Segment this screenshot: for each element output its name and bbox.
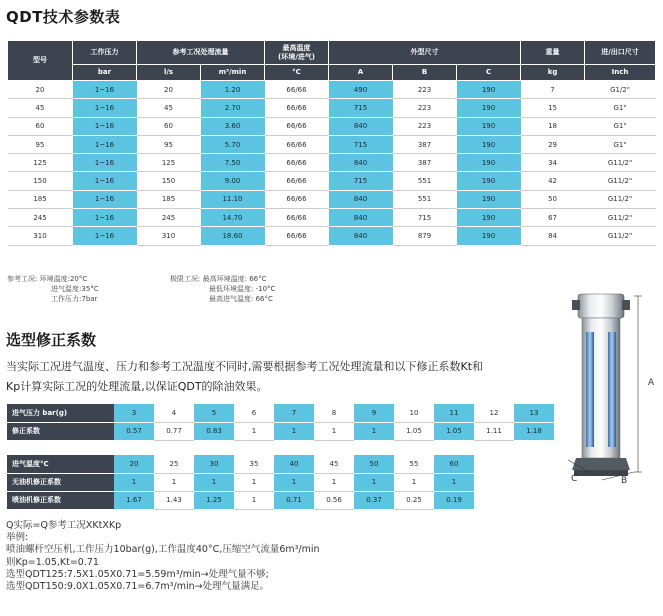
table-cell: 13 [514, 404, 554, 422]
table-cell: 125 [8, 154, 73, 172]
table-cell: 66/66 [265, 172, 329, 190]
dimension-lines [556, 292, 656, 492]
row-label: 喷油机修正系数 [7, 491, 114, 509]
limit-2-v: 66°C [255, 295, 273, 303]
table-cell: 9.00 [201, 172, 265, 190]
formula-line: Q实际=Q参考工况XKtXKp [6, 520, 122, 531]
table-cell: 5 [194, 404, 234, 422]
table-cell: 34 [521, 154, 585, 172]
table-cell: 245 [8, 209, 73, 227]
para-line-1: 当实际工况进气温度、压力和参考工况温度不同时,需要根据参考工况处理流量和以下修正系数Kt和 [6, 360, 484, 373]
header-temp-line2: (环境/进气) [278, 52, 315, 61]
table-cell: 0.19 [434, 491, 474, 509]
table-cell: 18 [521, 117, 585, 135]
table-row [8, 227, 656, 245]
table-cell: 1 [354, 422, 394, 440]
table-cell: 60 [434, 455, 474, 473]
header-flow: 参考工况处理流量 [137, 41, 265, 65]
table-cell: 840 [329, 209, 393, 227]
header-port: 进/出口尺寸 [585, 41, 656, 65]
table-cell: 190 [457, 81, 521, 99]
limit-2-k: 最高进气温度: [209, 295, 254, 303]
table-cell: 84 [521, 227, 585, 245]
table-cell: 30 [194, 455, 234, 473]
table-cell: 1 [394, 473, 434, 491]
table-cell: 8 [314, 404, 354, 422]
section2-paragraph [6, 357, 483, 397]
subheader-5: B [393, 65, 457, 81]
table-cell: 190 [457, 209, 521, 227]
table-row [8, 190, 656, 208]
table-cell: 1~16 [73, 209, 137, 227]
table-cell: 715 [329, 135, 393, 153]
table-row [8, 135, 656, 153]
table-cell: G1/2" [585, 81, 656, 99]
table-row [8, 172, 656, 190]
table-cell: 29 [521, 135, 585, 153]
header-dims: 外型尺寸 [329, 41, 521, 65]
ref-label: 参考工况: [7, 275, 38, 283]
table-cell: G11/2" [585, 190, 656, 208]
table-cell: 0.77 [154, 422, 194, 440]
table-cell: G1" [585, 117, 656, 135]
spec-title: QDT技术参数表 [6, 8, 121, 26]
header-pressure: 工作压力 [73, 41, 137, 65]
table-cell: 4 [154, 404, 194, 422]
table-cell: 0.71 [274, 491, 314, 509]
table-cell: 840 [329, 227, 393, 245]
table-cell: 66/66 [265, 190, 329, 208]
table-cell: 7 [521, 81, 585, 99]
table-cell: 551 [393, 172, 457, 190]
row-label: 进气温度°C [7, 455, 114, 473]
limit-conditions [170, 274, 275, 304]
table-row [8, 99, 656, 117]
table-cell: 1.20 [201, 81, 265, 99]
temperature-correction-table [7, 455, 474, 510]
formula-line: 选型QDT150:9.0X1.05X0.71=6.7m³/min→处理气量满足。 [6, 581, 270, 593]
table-cell: G11/2" [585, 154, 656, 172]
formula-line: 举例: [6, 532, 29, 544]
table-cell: 45 [137, 99, 201, 117]
table-cell: 50 [521, 190, 585, 208]
table-row [7, 455, 474, 473]
formula-line: 喷油螺杆空压机,工作压力10bar(g),工作温度40°C,压缩空气流量6m³/min [6, 544, 320, 556]
table-cell: 20 [114, 455, 154, 473]
subheader-6: C [457, 65, 521, 81]
header-temp-line1: 最高温度 [282, 44, 311, 53]
table-cell: 60 [137, 117, 201, 135]
table-cell: 60 [8, 117, 73, 135]
table-cell: 25 [154, 455, 194, 473]
table-cell: 1 [234, 473, 274, 491]
table-cell: 95 [137, 135, 201, 153]
table-cell: 35 [234, 455, 274, 473]
table-cell: 1.11 [474, 422, 514, 440]
table-cell: 1.05 [434, 422, 474, 440]
table-cell: 40 [274, 455, 314, 473]
spec-table [7, 40, 656, 246]
table-cell: 95 [8, 135, 73, 153]
table-cell: 1 [154, 473, 194, 491]
header-model: 型号 [8, 41, 73, 81]
table-cell: 11 [434, 404, 474, 422]
ref-conditions [7, 274, 99, 304]
table-cell: 1 [234, 491, 274, 509]
table-cell: 45 [314, 455, 354, 473]
table-cell: 20 [8, 81, 73, 99]
table-cell: 1 [234, 422, 274, 440]
table-row [8, 154, 656, 172]
table-cell: 11.10 [201, 190, 265, 208]
table-cell: 190 [457, 117, 521, 135]
table-cell: 1.18 [514, 422, 554, 440]
table-cell: 66/66 [265, 209, 329, 227]
table-cell: 1 [274, 473, 314, 491]
table-cell: 10 [394, 404, 434, 422]
table-cell: G1" [585, 135, 656, 153]
table-cell: 0.37 [354, 491, 394, 509]
table-cell: 223 [393, 117, 457, 135]
table-row [7, 491, 474, 509]
table-cell: 5.70 [201, 135, 265, 153]
table-cell: G1" [585, 99, 656, 117]
table-cell: 3.60 [201, 117, 265, 135]
dimension-a-label: A [648, 378, 655, 388]
table-cell: 1~16 [73, 190, 137, 208]
table-cell: 1.05 [394, 422, 434, 440]
formula-line: 选型QDT125:7.5X1.05X0.71=5.59m³/min→处理气量不够; [6, 568, 269, 580]
limit-0-v: 66°C [249, 275, 267, 283]
table-cell: 150 [8, 172, 73, 190]
table-cell: 0.83 [194, 422, 234, 440]
table-cell: 185 [137, 190, 201, 208]
ref-1-v: 35°C [81, 285, 99, 293]
table-cell: 42 [521, 172, 585, 190]
subheader-3: °C [265, 65, 329, 81]
table-cell: 1.25 [194, 491, 234, 509]
table-cell: 18.60 [201, 227, 265, 245]
table-cell: 1~16 [73, 99, 137, 117]
table-cell: 1~16 [73, 135, 137, 153]
subheader-4: A [329, 65, 393, 81]
table-cell: G11/2" [585, 227, 656, 245]
table-cell: 1~16 [73, 172, 137, 190]
table-cell: 245 [137, 209, 201, 227]
table-row [7, 422, 554, 440]
table-row [7, 473, 474, 491]
ref-0-k: 环境温度: [39, 275, 70, 283]
table-cell: 490 [329, 81, 393, 99]
table-cell: 1 [314, 422, 354, 440]
table-cell: 387 [393, 135, 457, 153]
table-cell: 6 [234, 404, 274, 422]
subheader-7: kg [521, 65, 585, 81]
table-cell: 1.67 [114, 491, 154, 509]
table-cell: 2.70 [201, 99, 265, 117]
header-temp [265, 41, 329, 65]
table-cell: 15 [521, 99, 585, 117]
ref-2-k: 工作压力: [51, 295, 82, 303]
row-label: 修正系数 [7, 422, 114, 440]
table-cell: 1 [354, 473, 394, 491]
table-cell: G11/2" [585, 172, 656, 190]
table-cell: 840 [329, 190, 393, 208]
table-cell: 66/66 [265, 99, 329, 117]
dimension-b-label: B [621, 476, 628, 486]
table-cell: 125 [137, 154, 201, 172]
limit-0-k: 最高环境温度: [202, 275, 247, 283]
table-cell: 45 [8, 99, 73, 117]
table-cell: 1~16 [73, 81, 137, 99]
table-cell: 12 [474, 404, 514, 422]
table-cell: 55 [394, 455, 434, 473]
table-row [7, 404, 554, 422]
table-cell: 66/66 [265, 81, 329, 99]
table-cell: 1.43 [154, 491, 194, 509]
formula-line: 则Kp=1.05,Kt=0.71 [6, 556, 99, 568]
table-cell: 840 [329, 117, 393, 135]
table-cell: 387 [393, 154, 457, 172]
table-cell: G11/2" [585, 209, 656, 227]
table-row [8, 81, 656, 99]
ref-2-v: 7bar [81, 295, 98, 303]
table-cell: 66/66 [265, 227, 329, 245]
ref-1-k: 进气温度: [51, 285, 82, 293]
table-cell: 190 [457, 227, 521, 245]
table-cell: 223 [393, 99, 457, 117]
limit-label: 极限工况: [170, 275, 201, 283]
table-cell: 1 [274, 422, 314, 440]
limit-1-k: 最低环境温度: [209, 285, 254, 293]
row-label: 无油机修正系数 [7, 473, 114, 491]
row-label: 进气压力 bar(g) [7, 404, 114, 422]
table-cell: 20 [137, 81, 201, 99]
table-cell: 1 [314, 473, 354, 491]
dimension-c-label: C [571, 474, 578, 484]
table-cell: 1~16 [73, 227, 137, 245]
table-cell: 0.56 [314, 491, 354, 509]
table-cell: 9 [354, 404, 394, 422]
table-cell: 190 [457, 172, 521, 190]
table-cell: 66/66 [265, 154, 329, 172]
pressure-correction-table [7, 404, 554, 441]
table-cell: 66/66 [265, 117, 329, 135]
table-cell: 715 [393, 209, 457, 227]
section2-title: 选型修正系数 [6, 331, 97, 349]
table-cell: 190 [457, 154, 521, 172]
para-line-2: Kp计算实际工况的处理流量,以保证QDT的除油效果。 [6, 380, 268, 393]
table-cell: 1 [114, 473, 154, 491]
table-cell: 310 [8, 227, 73, 245]
table-cell: 1 [194, 473, 234, 491]
table-cell: 840 [329, 154, 393, 172]
ref-0-v: 20°C [69, 275, 88, 283]
table-cell: 715 [329, 172, 393, 190]
formula-block [6, 520, 320, 593]
limit-1-v: -10°C [255, 285, 276, 293]
table-cell: 7 [274, 404, 314, 422]
table-cell: 0.25 [394, 491, 434, 509]
table-cell: 3 [114, 404, 154, 422]
table-cell: 7.50 [201, 154, 265, 172]
table-cell: 50 [354, 455, 394, 473]
table-cell: 190 [457, 135, 521, 153]
table-row [8, 209, 656, 227]
header-weight: 重量 [521, 41, 585, 65]
table-cell: 150 [137, 172, 201, 190]
table-cell: 223 [393, 81, 457, 99]
table-cell: 715 [329, 99, 393, 117]
table-cell: 879 [393, 227, 457, 245]
table-cell: 1~16 [73, 154, 137, 172]
table-cell: 14.70 [201, 209, 265, 227]
table-cell: 190 [457, 99, 521, 117]
table-cell: 67 [521, 209, 585, 227]
table-cell: 1~16 [73, 117, 137, 135]
subheader-2: m³/min [201, 65, 265, 81]
subheader-0: bar [73, 65, 137, 81]
subheader-8: Inch [585, 65, 656, 81]
table-cell: 190 [457, 190, 521, 208]
table-cell: 551 [393, 190, 457, 208]
table-cell: 1 [434, 473, 474, 491]
table-cell: 66/66 [265, 135, 329, 153]
table-cell: 0.57 [114, 422, 154, 440]
table-cell: 310 [137, 227, 201, 245]
table-row [8, 117, 656, 135]
subheader-1: l/s [137, 65, 201, 81]
table-cell: 185 [8, 190, 73, 208]
